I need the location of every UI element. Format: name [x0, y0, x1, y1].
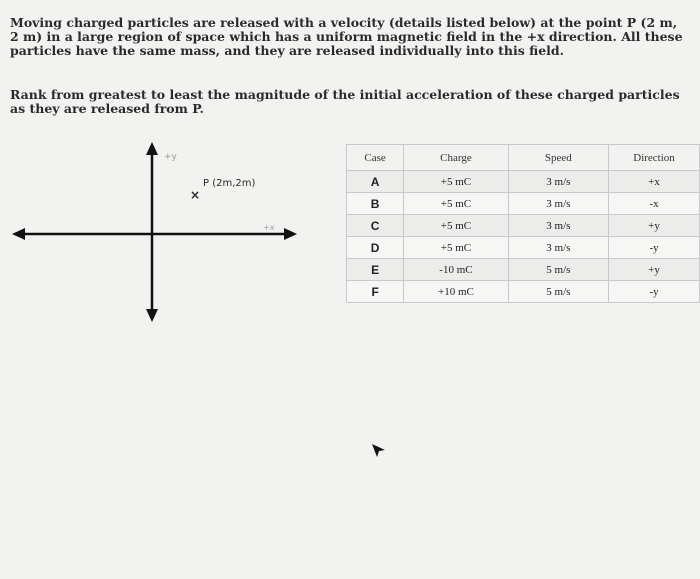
- case-cell: A: [347, 171, 404, 193]
- charge-cell: +10 mC: [404, 281, 508, 303]
- column-header-direction: Direction: [609, 145, 700, 171]
- x-axis-right-arrow: [284, 228, 297, 240]
- case-cell: F: [347, 281, 404, 303]
- direction-cell: +y: [609, 259, 700, 281]
- speed-cell: 3 m/s: [508, 193, 608, 215]
- speed-cell: 3 m/s: [508, 237, 608, 259]
- column-header-case: Case: [347, 145, 404, 171]
- x-axis-label: +x: [263, 223, 275, 232]
- table-header-row: [347, 145, 700, 171]
- direction-cell: -y: [609, 237, 700, 259]
- speed-cell: 3 m/s: [508, 171, 608, 193]
- column-header-charge: Charge: [404, 145, 508, 171]
- table-row: [347, 193, 700, 215]
- case-cell: D: [347, 237, 404, 259]
- direction-cell: +x: [609, 171, 700, 193]
- case-cell: B: [347, 193, 404, 215]
- case-cell: C: [347, 215, 404, 237]
- table-row: [347, 281, 700, 303]
- speed-cell: 5 m/s: [508, 281, 608, 303]
- mouse-pointer-icon: [370, 442, 388, 460]
- x-axis-left-arrow: [12, 228, 25, 240]
- charge-cell: +5 mC: [404, 237, 508, 259]
- y-axis-up-arrow: [146, 142, 158, 155]
- coordinate-axes: [0, 130, 345, 330]
- point-label: P (2m,2m): [203, 178, 256, 189]
- speed-cell: 5 m/s: [508, 259, 608, 281]
- problem-statement: Moving charged particles are released with a velocity (details listed below) at the point P (2 m, 2 m) in a large region of space which has a uniform magnetic field in the +x direction. All these particles have the same mass, and they are released individually into this field.: [10, 15, 683, 58]
- case-cell: E: [347, 259, 404, 281]
- cases-table: [346, 144, 700, 303]
- y-axis-label: +y: [164, 152, 177, 162]
- table-row: [347, 215, 700, 237]
- charge-cell: -10 mC: [404, 259, 508, 281]
- table-row: [347, 237, 700, 259]
- charge-cell: +5 mC: [404, 171, 508, 193]
- table-row: [347, 171, 700, 193]
- direction-cell: +y: [609, 215, 700, 237]
- direction-cell: -x: [609, 193, 700, 215]
- charge-cell: +5 mC: [404, 215, 508, 237]
- table-row: [347, 259, 700, 281]
- y-axis-down-arrow: [146, 309, 158, 322]
- direction-cell: -y: [609, 281, 700, 303]
- charge-cell: +5 mC: [404, 193, 508, 215]
- speed-cell: 3 m/s: [508, 215, 608, 237]
- ranking-question: Rank from greatest to least the magnitude of the initial acceleration of these charged particles as they are released from P.: [10, 87, 680, 116]
- point-marker: ×: [190, 188, 201, 202]
- column-header-speed: Speed: [508, 145, 608, 171]
